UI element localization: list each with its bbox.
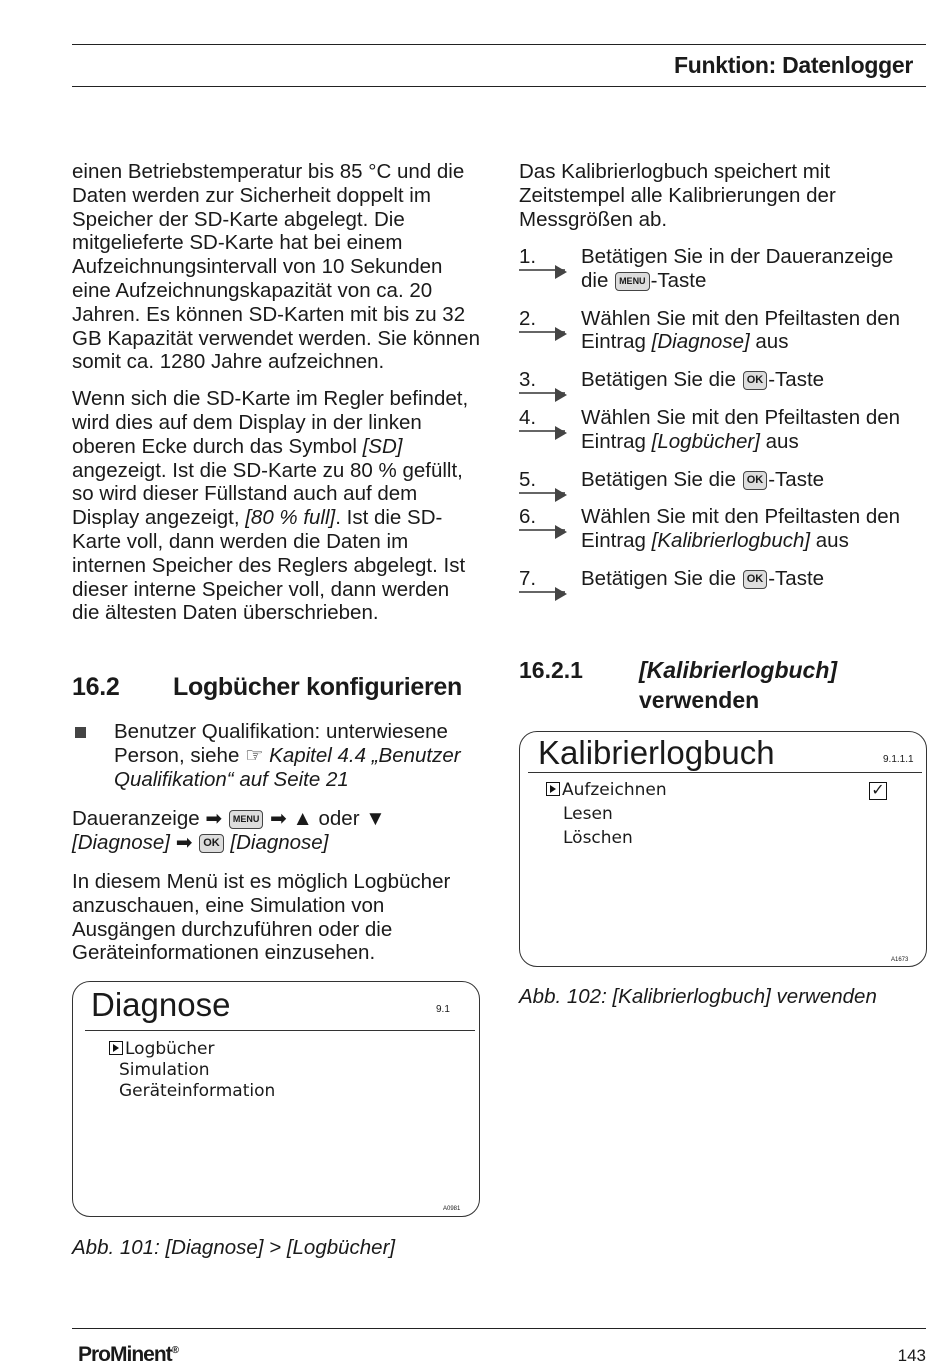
step-text: -Taste <box>768 368 825 392</box>
step-item <box>519 468 924 492</box>
menu-item[interactable]: Lesen <box>563 804 613 824</box>
subsection-title <box>639 655 909 715</box>
step-number: 3. <box>519 368 537 392</box>
intro-paragraph: Das Kalibrierlogbuch speichert mit Zeitstempel alle Kalibrierungen der Messgrößen ab. <box>519 160 836 231</box>
menu-item-selected[interactable] <box>546 780 667 800</box>
screen-title: Kalibrierlogbuch <box>538 734 775 771</box>
step-text: -Taste <box>650 268 707 292</box>
subsection-number: 16.2.1 <box>519 657 583 683</box>
step-text: Wählen Sie mit den Pfeiltasten den Eintrag <box>581 505 901 553</box>
step-entry: [Kalibrierlogbuch] <box>651 529 811 553</box>
step-entry: [Logbücher] <box>651 429 760 453</box>
step-arrow-icon <box>519 591 565 593</box>
figure-caption: Abb. 101: [Diagnose] > [Logbücher] <box>72 1236 396 1259</box>
nav-diagnose: [Diagnose] <box>72 830 171 854</box>
subsection-heading <box>519 655 919 713</box>
step-number: 7. <box>519 566 537 590</box>
step-arrow-icon <box>519 492 565 494</box>
step-number: 2. <box>519 306 537 330</box>
step-arrow-icon <box>519 529 565 531</box>
step-number: 4. <box>519 405 537 429</box>
cursor-icon <box>109 1041 123 1055</box>
hand-pointer-icon: ☞ <box>245 743 264 767</box>
step-item <box>519 245 924 293</box>
display-screen-kalibrierlogbuch <box>519 731 927 967</box>
qualification-label: Benutzer Qualifikation: <box>114 720 321 743</box>
full-symbol-ref: [80 % full] <box>245 506 336 530</box>
step-text: Betätigen Sie die <box>581 368 737 392</box>
section-title: Logbücher konfigurieren <box>173 673 462 701</box>
menu-item[interactable]: Löschen <box>563 828 633 848</box>
step-arrow-icon <box>519 392 565 394</box>
step-list <box>519 245 924 605</box>
ok-key-icon: OK <box>743 471 768 490</box>
arrow-down-key-icon: ▼ <box>365 807 386 830</box>
checkbox-checked-icon[interactable]: ✓ <box>869 782 887 800</box>
screen-title: Diagnose <box>91 986 231 1023</box>
step-item <box>519 307 924 355</box>
arrow-right-icon: ➡ <box>205 808 223 830</box>
section-number: 16.2 <box>72 673 120 701</box>
step-text: -Taste <box>768 566 825 590</box>
ok-key-icon: OK <box>743 570 768 589</box>
step-item <box>519 368 924 392</box>
display-screen-diagnose <box>72 981 480 1217</box>
cursor-icon <box>546 782 560 796</box>
arrow-up-key-icon: ▲ <box>292 807 313 830</box>
menu-code: 9.1.1.1 <box>883 754 914 765</box>
menu-code: 9.1 <box>436 1004 450 1015</box>
paragraph: In diesem Menü ist es möglich Logbücher anzuschauen, eine Simulation von Ausgängen durchzuführen oder die Geräteinformationen einzusehen. <box>72 870 451 965</box>
figure-caption: Abb. 102: [Kalibrierlogbuch] verwenden <box>519 985 877 1008</box>
step-text: aus <box>815 529 849 553</box>
arrow-right-icon: ➡ <box>175 831 193 854</box>
menu-key-icon: MENU <box>229 810 264 829</box>
step-text: Betätigen Sie in der Daueranzeige die <box>581 245 894 292</box>
menu-item-label: Logbücher <box>125 1039 215 1059</box>
logo-registered: ® <box>171 1345 179 1356</box>
menu-key-icon: MENU <box>615 272 650 291</box>
section-heading <box>72 673 462 702</box>
menu-item-label: Aufzeichnen <box>562 780 667 800</box>
step-number: 6. <box>519 505 537 529</box>
text: angezeigt. Ist die SD-Karte zu 80 % gefüllt, so wird dieser Füllstand auch auf dem Display angezeigt, <box>72 458 463 530</box>
step-number: 5. <box>519 467 537 491</box>
text: Wenn sich die SD-Karte im Regler befindet, wird dies auf dem Display in der linken oberen Ecke durch das Symbol <box>72 387 469 458</box>
step-text: Betätigen Sie die <box>581 566 737 590</box>
logo-text: ProMinent <box>78 1343 172 1366</box>
paragraph <box>72 387 482 625</box>
art-number: A1673 <box>891 957 909 963</box>
left-column <box>72 160 482 638</box>
step-arrow-icon <box>519 430 565 432</box>
sd-symbol-ref: [SD] <box>362 434 403 458</box>
header-top-rule <box>72 44 926 45</box>
screen-divider <box>528 772 922 773</box>
qualification-block <box>114 720 484 791</box>
navigation-path <box>72 807 482 855</box>
nav-start: Daueranzeige <box>72 807 200 830</box>
header-title: Funktion: Datenlogger <box>673 52 913 78</box>
step-item <box>519 406 924 454</box>
paragraph: einen Betriebstemperatur bis 85 °C und die Daten werden zur Sicherheit doppelt im Speicher der SD-Karte abgelegt. Die mitgelieferte SD-Karte hat bei einem Aufzeichnungsintervall von 10 Sekunden eine Aufzeichnungskapazität von ca. 20 Jahren. Es können SD-Karten mit bis zu 32 GB Kapazität verwendet werden. Sie können somit ca. 1280 Jahre aufzeichnen. <box>72 160 480 374</box>
nav-oder: oder <box>318 807 360 830</box>
menu-item[interactable]: Geräteinformation <box>119 1081 276 1101</box>
text: . Ist die SD-Karte voll, dann werden die Daten im internen Speicher des Reglers abgelegt. Ist dieser interne Speicher voll, dann werden die ältesten Daten überschrieben. <box>72 506 466 625</box>
step-text: aus <box>755 330 789 354</box>
prominent-logo <box>78 1343 178 1367</box>
page-number: 143 <box>897 1346 926 1365</box>
step-item <box>519 567 924 591</box>
menu-item[interactable]: Simulation <box>119 1060 210 1080</box>
step-text: Wählen Sie mit den Pfeiltasten den Eintrag <box>581 306 901 354</box>
art-number: A0981 <box>443 1206 461 1212</box>
step-text: Betätigen Sie die <box>581 467 737 491</box>
subsection-title-rest: verwenden <box>639 687 760 713</box>
ok-key-icon: OK <box>743 371 768 390</box>
arrow-right-icon: ➡ <box>270 808 287 830</box>
step-entry: [Diagnose] <box>651 330 750 354</box>
bullet-icon <box>75 727 86 738</box>
footer-rule <box>72 1328 926 1329</box>
subsection-title-entry: [Kalibrierlogbuch] <box>639 657 838 683</box>
step-arrow-icon <box>519 269 565 271</box>
step-text: Wählen Sie mit den Pfeiltasten den Eintrag <box>581 405 901 453</box>
chapter-link[interactable]: Kapitel 4.4 „Benutzer Qualifikation“ auf Seite 21 <box>114 743 461 791</box>
ok-key-icon: OK <box>199 834 224 853</box>
step-arrow-icon <box>519 331 565 333</box>
nav-diagnose: [Diagnose] <box>230 830 329 854</box>
header-bottom-rule <box>72 86 926 87</box>
step-number: 1. <box>519 245 537 268</box>
step-text: aus <box>765 429 799 453</box>
qualification-text: unterwiesene Person, siehe <box>114 720 448 767</box>
step-item <box>519 505 924 553</box>
screen-divider <box>85 1030 475 1031</box>
menu-item-selected[interactable] <box>109 1039 215 1059</box>
step-text: -Taste <box>768 467 825 491</box>
